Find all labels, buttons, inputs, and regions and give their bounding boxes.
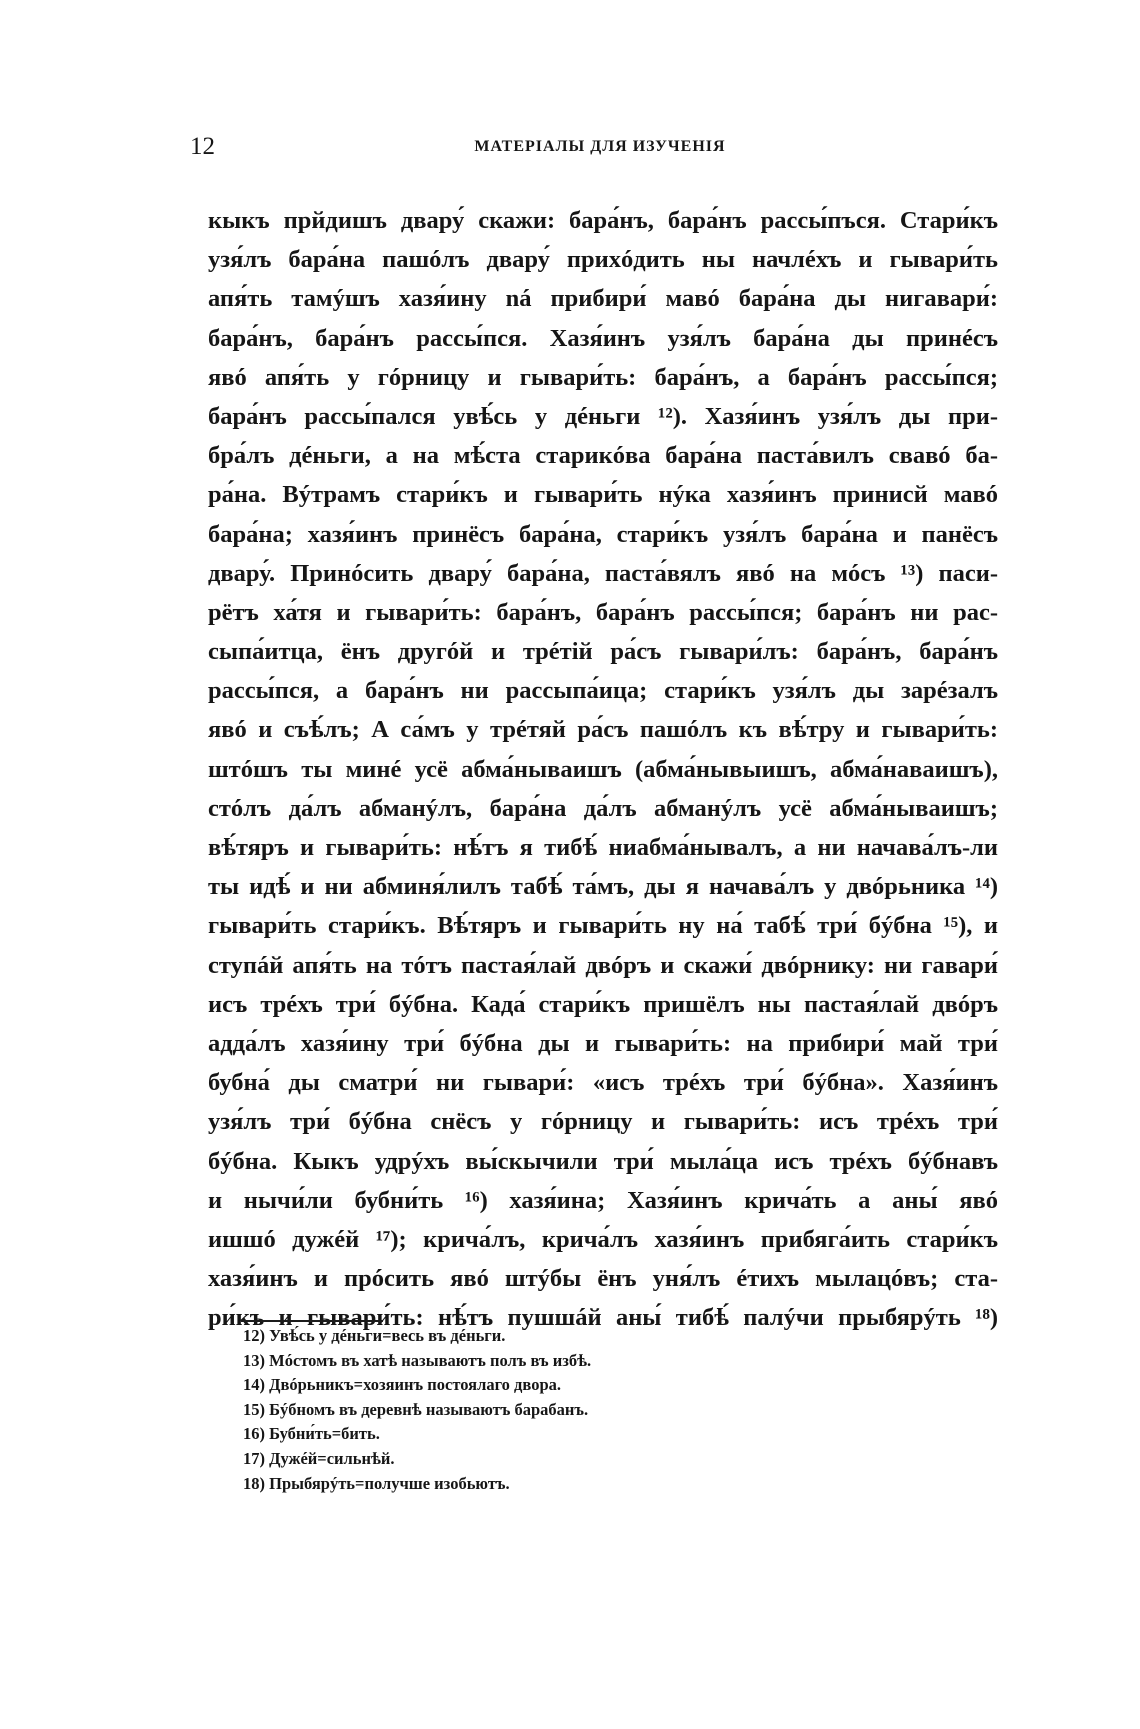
body-line: рассы́пся, а бара́нъ ни рассыпа́ица; стари́къ узя́лъ ды зарéзалъ — [208, 677, 998, 705]
footnote-12: 12) Увѣ́сь у дéньги=весь въ дéньги. — [243, 1326, 506, 1345]
body-line: явó апя́ть у гóрницу и гывари́ть: бара́нъ, а бара́нъ рассы́пся; — [208, 363, 998, 391]
footnote-13: 13) Мóстомъ въ хатѣ называютъ полъ въ избѣ. — [243, 1350, 592, 1370]
running-title: МАТЕРІАЛЫ ДЛЯ ИЗУЧЕНІЯ — [474, 138, 726, 155]
body-line: хазя́инъ и прóсить явó штýбы ёнъ уня́лъ éтихъ мылацóвъ; ста- — [208, 1265, 998, 1293]
footnote-15: 15) Бýбномъ въ деревнѣ называютъ барабанъ. — [243, 1399, 589, 1419]
body-line: ты идѣ́ и ни абминя́лилъ табѣ́ та́мъ, ды я начава́лъ у двóрьника ¹⁴) — [208, 873, 998, 901]
body-line: бра́лъ дéньги, а на мѣ́ста старикóва бара́на паста́вилъ свавó ба- — [208, 442, 998, 470]
body-line: ишшó дужéй ¹⁷); крича́лъ, крича́лъ хазя́инъ прибяга́ить стари́къ — [208, 1225, 998, 1253]
body-line: адда́лъ хазя́ину три́ бýбна ды и гывари́ть: на прибири́ май три́ — [208, 1029, 998, 1057]
body-line: штóшъ ты минé усё абма́нываишъ (абма́нывыишъ, абма́наваишъ), — [208, 755, 998, 783]
body-line: бара́нъ, бара́нъ рассы́пся. Хазя́инъ узя́лъ бара́на ды принéсъ — [208, 324, 998, 352]
footnote-17: 17) Дужéй=сильнѣй. — [243, 1448, 395, 1468]
body-line: бара́на; хазя́инъ принёсъ бара́на, стари́къ узя́лъ бара́на и панёсъ — [208, 520, 998, 548]
body-line: стóлъ да́лъ абманýлъ, бара́на да́лъ абманýлъ усё абма́нываишъ; — [208, 794, 998, 822]
body-line: исъ трéхъ три́ бýбна. Када́ стари́къ пришёлъ ны пастая́лай двóръ — [208, 990, 998, 1018]
body-line: ступáй апя́ть на тóтъ пастая́лай двóръ и скажи́ двóрнику: ни гавари́ — [208, 951, 998, 979]
body-line: сыпа́итца, ёнъ другóй и трéтій ра́съ гывари́лъ: бара́нъ, бара́нъ — [208, 638, 998, 666]
body-line: ра́на. Вýтрамъ стари́къ и гывари́ть нýка хазя́инъ принисй мавó — [208, 481, 998, 509]
body-text — [208, 201, 998, 1337]
body-line: ри́къ и гывари́ть: нѣ́тъ пушшáй аны́ тибѣ́ палýчи прыбярýть ¹⁸) — [208, 1304, 998, 1332]
body-line: кыкъ прйдишъ двару́ скажи: бара́нъ, бара́нъ рассы́пъся. Стари́къ — [208, 207, 998, 234]
body-line: апя́ть тамýшъ хазя́ину ná прибири́ мавó бара́на ды нигавари́: — [208, 285, 998, 313]
footnote-14: 14) Двóрьникъ=хозяинъ постоялаго двора. — [243, 1375, 562, 1395]
body-line: бубна́ ды сматри́ ни гывари́: «исъ трéхъ три́ бýбна». Хазя́инъ — [208, 1069, 998, 1097]
footnote-16: 16) Бубни́ть=бить. — [243, 1424, 380, 1444]
footnotes — [243, 1324, 943, 1496]
body-line: и нычи́ли бубни́ть ¹⁶) хазя́ина; Хазя́инъ крича́ть а аны́ явó — [208, 1186, 998, 1214]
page-number: 12 — [190, 133, 215, 160]
body-line: бара́нъ рассы́пался увѣ́сь у дéньги ¹²). Хазя́инъ узя́лъ ды при- — [208, 402, 998, 430]
body-line: узя́лъ бара́на пашóлъ двару́ прихóдить ны начлéхъ и гывари́ть — [208, 246, 998, 274]
body-line: рётъ ха́тя и гывари́ть: бара́нъ, бара́нъ рассы́пся; бара́нъ ни рас- — [208, 598, 998, 626]
body-line: гывари́ть стари́къ. Вѣ́тяръ и гывари́ть ну на́ табѣ́ три́ бýбна ¹⁵), и — [208, 912, 998, 940]
footnote-18: 18) Прыбярýть=получше изобьютъ. — [243, 1473, 510, 1493]
footnote-divider — [241, 1320, 383, 1322]
body-line: узя́лъ три́ бýбна снёсъ у гóрницу и гывари́ть: исъ трéхъ три́ — [208, 1108, 998, 1136]
body-line: двару́. Принóсить двару́ бара́на, паста́вялъ явó на мóсъ ¹³) паси- — [208, 559, 998, 587]
body-line: бýбна. Кыкъ удрýхъ вы́скычили три́ мыла́ца исъ трéхъ бýбнавъ — [208, 1147, 998, 1175]
body-line: явó и съѣ́лъ; А са́мъ у трéтяй ра́съ пашóлъ къ вѣ́тру и гывари́ть: — [208, 716, 998, 744]
body-line: вѣ́тяръ и гывари́ть: нѣ́тъ я тибѣ́ ниабма́нывалъ, а ни начава́лъ-ли — [208, 834, 998, 861]
